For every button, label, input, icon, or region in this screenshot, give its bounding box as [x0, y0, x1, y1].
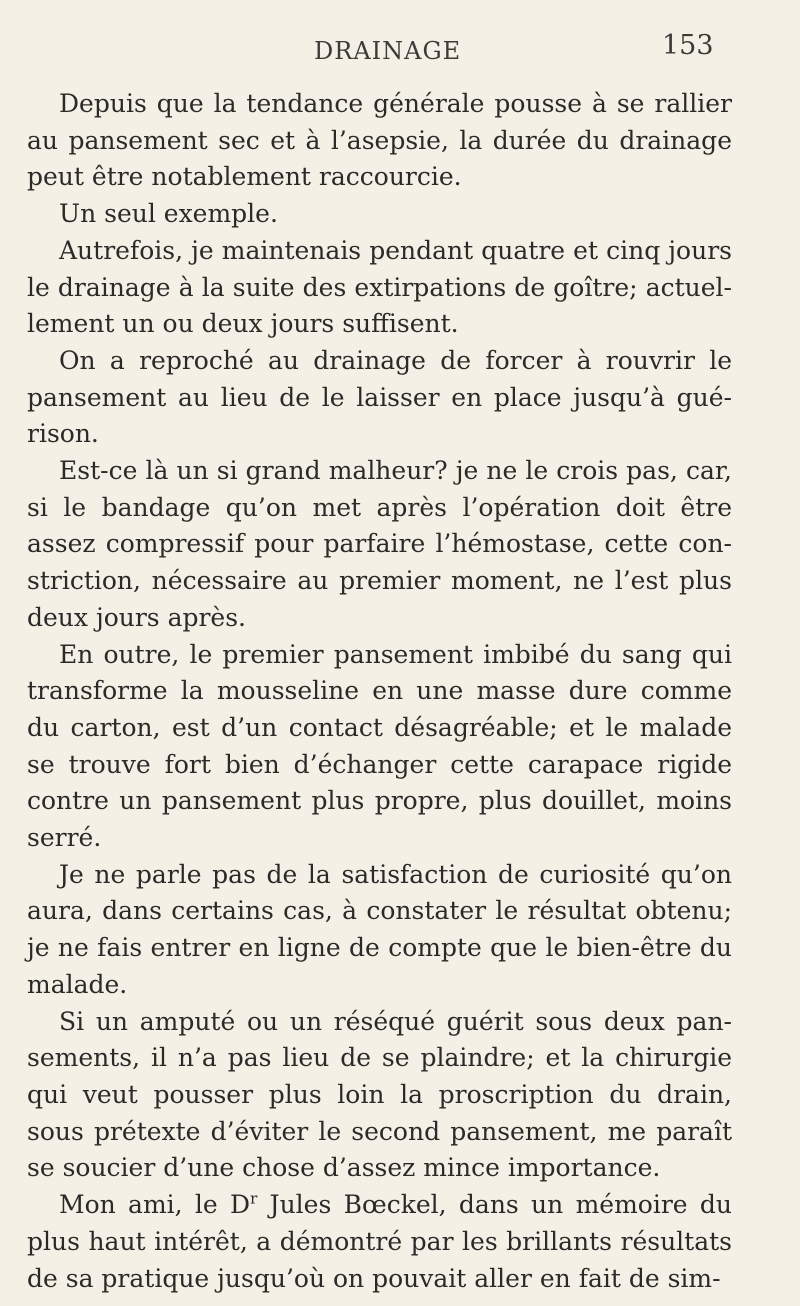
paragraph: Si un amputé ou un réséqué guérit sous deux pan-sements, il n’a pas lieu de se plaindre; et la chirurgie qui veut pousser plus loin la proscription du drain, sous prétexte d’éviter le second pansement, me paraît se soucier d’une chose d’assez mince importance. — [27, 1006, 732, 1183]
paragraph: Autrefois, je maintenais pendant quatre et cinq jours le drainage à la suite des extirpations de goître; actuel-lement un ou deux jours suffisent. — [27, 235, 732, 339]
paragraph-last-end: Jules Bœckel, dans un mémoire du plus haut intérêt, a démontré par les brillants résultats de sa pratique jusqu’où on pouvait aller en fait de sim- — [27, 1190, 732, 1293]
paragraph: Je ne parle pas de la satisfaction de curiosité qu’on aura, dans certains cas, à constater le résultat obtenu; je ne fais entrer en ligne de compte que le bien-être du malade. — [27, 859, 732, 999]
body-text — [27, 86, 732, 1297]
page-header — [27, 30, 760, 86]
paragraph: Depuis que la tendance générale pousse à se rallier au pansement sec et à l’asepsie, la durée du drainage peut être notablement raccourcie. — [27, 89, 732, 192]
paragraph: Est-ce là un si grand malheur? je ne le crois pas, car, si le bandage qu’on met après l’opération doit être assez compressif pour parfaire l’hémostase, cette con-striction, nécessaire au premier moment, ne l’est plus deux jours après. — [27, 456, 732, 632]
running-title: DRAINAGE — [314, 37, 462, 65]
paragraph: On a reproché au drainage de forcer à rouvrir le pansement au lieu de le laisser en place jusqu’à gué-rison. — [27, 345, 732, 449]
page-number: 153 — [662, 30, 714, 61]
paragraph: Un seul exemple. — [59, 199, 278, 229]
paragraph-last-start: Mon ami, le D — [59, 1190, 251, 1220]
paragraph: En outre, le premier pansement imbibé du sang qui transforme la mousseline en une masse dure comme du carton, est d’un contact désagréable; et le malade se trouve fort bien d’échanger cette carapace rigide contre un pansement plus propre, plus douillet, moins serré. — [27, 639, 732, 853]
paragraph-last — [27, 1187, 732, 1297]
superscript: r — [250, 1189, 258, 1208]
